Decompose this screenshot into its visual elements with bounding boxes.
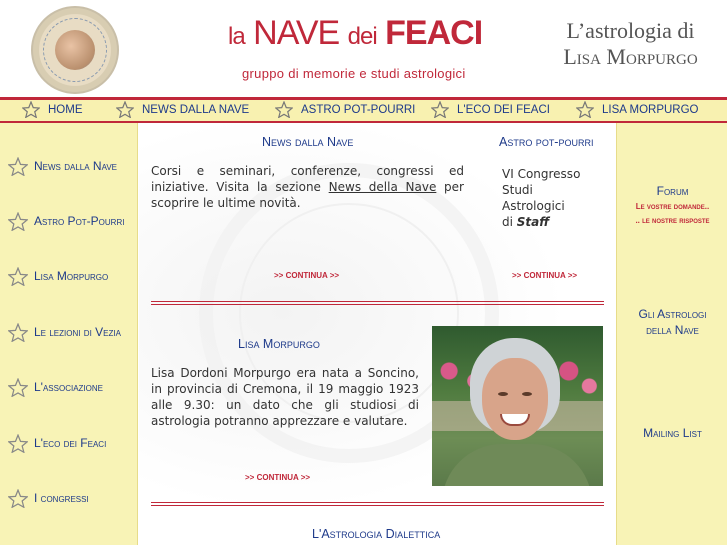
- star-outline-icon: [8, 434, 28, 453]
- star-outline-icon: [8, 157, 28, 176]
- photo-face: [482, 358, 548, 440]
- nav-item-news[interactable]: [116, 100, 249, 121]
- star-outline-icon: [8, 378, 28, 397]
- news-text-part1: Corsi e seminari, conferenze, congressi ed iniziative. Visita la sezione: [151, 164, 464, 194]
- news-text: [151, 163, 464, 211]
- main-content: [139, 123, 616, 545]
- star-outline-icon: [8, 267, 28, 286]
- news-section-title[interactable]: News dalla Nave: [262, 135, 354, 149]
- zodiac-wheel-logo: [31, 6, 119, 94]
- logo-nave: NAVE: [253, 14, 340, 52]
- nav-label: HOME: [48, 104, 83, 116]
- logo-la: la: [228, 23, 245, 50]
- star-outline-icon: [8, 323, 28, 342]
- sidebar-item-news[interactable]: [8, 154, 117, 178]
- section-divider: [151, 301, 604, 305]
- forum-link[interactable]: Forum: [656, 184, 689, 198]
- lisa-morpurgo-photo: [432, 326, 603, 486]
- nav-label: LISA MORPURGO: [602, 104, 699, 116]
- sidebar-item-label: News dalla Nave: [34, 159, 117, 173]
- astrologi-link-line2[interactable]: della Nave: [646, 323, 699, 337]
- nav-item-eco[interactable]: [431, 100, 550, 121]
- astro-line3: Astrologici: [502, 199, 565, 213]
- photo-eye: [522, 392, 532, 396]
- astro-text: [502, 166, 602, 230]
- astro-line2: Studi: [502, 183, 533, 197]
- dialettica-section-title[interactable]: L'Astrologia Dialettica: [312, 527, 441, 541]
- site-header: [0, 0, 727, 97]
- tagline-line1: L’astrologia di: [566, 18, 695, 43]
- nav-item-home[interactable]: [22, 100, 83, 121]
- sidebar-item-astro[interactable]: [8, 209, 124, 233]
- sidebar-item-label: Lisa Morpurgo: [34, 269, 109, 283]
- nav-item-lisa[interactable]: [576, 100, 699, 121]
- sidebar-item-lisa[interactable]: [8, 264, 108, 288]
- logo-title: [228, 14, 482, 53]
- sidebar-item-label: I congressi: [34, 491, 89, 505]
- news-continua-link[interactable]: >> CONTINUA >>: [274, 271, 340, 280]
- sidebar-item-label: L'associazione: [34, 380, 103, 394]
- star-outline-icon: [431, 101, 449, 118]
- section-divider: [151, 502, 604, 506]
- forum-sub2[interactable]: .. le nostre risposte: [635, 216, 710, 225]
- nav-label: L'ECO DEI FEACI: [457, 104, 550, 116]
- astrologi-link-line1[interactable]: Gli Astrologi: [638, 307, 707, 321]
- top-nav: [0, 97, 727, 123]
- news-text-part2: per scoprire le ultime novità.: [151, 180, 464, 210]
- photo-shirt: [442, 444, 592, 486]
- sidebar-item-associazione[interactable]: [8, 375, 103, 399]
- nav-label: ASTRO POT-POURRI: [301, 104, 416, 116]
- sidebar-item-label: Le lezioni di Vezia: [34, 325, 121, 339]
- star-outline-icon: [8, 489, 28, 508]
- star-outline-icon: [275, 101, 293, 118]
- logo-subtitle: gruppo di memorie e studi astrologici: [242, 66, 466, 81]
- astro-continua-link[interactable]: >> CONTINUA >>: [512, 271, 578, 280]
- sidebar-item-eco[interactable]: [8, 431, 106, 455]
- astro-staff: Staff: [516, 215, 550, 229]
- sidebar-item-label: Astro Pot-Pourri: [34, 214, 125, 228]
- nav-label: NEWS DALLA NAVE: [142, 104, 250, 116]
- header-tagline: [548, 18, 713, 70]
- star-outline-icon: [116, 101, 134, 118]
- lisa-section-title[interactable]: Lisa Morpurgo: [238, 337, 320, 351]
- logo-dei: dei: [347, 23, 377, 50]
- news-section-link[interactable]: News della Nave: [328, 180, 437, 194]
- site-logo[interactable]: [228, 14, 508, 84]
- sidebar-item-congressi[interactable]: [8, 486, 89, 510]
- left-sidebar: [0, 123, 138, 545]
- astro-di: di: [502, 215, 517, 229]
- zodiac-figure: [55, 30, 95, 70]
- lisa-continua-link[interactable]: >> CONTINUA >>: [245, 473, 311, 482]
- lisa-text: Lisa Dordoni Morpurgo era nata a Soncino, in provincia di Cremona, il 19 maggio 1923 alle 9.30: un dato che gli studiosi di astrologia potranno apprezzare e valutare.: [151, 366, 419, 428]
- logo-feaci: FEACI: [385, 14, 483, 52]
- sidebar-item-label: L'eco dei Feaci: [34, 436, 107, 450]
- nav-item-astro[interactable]: [275, 100, 415, 121]
- photo-eye: [498, 392, 508, 396]
- astro-line4: [502, 214, 602, 230]
- astro-section-title[interactable]: Astro pot-pourri: [499, 135, 594, 149]
- right-sidebar: [616, 123, 727, 545]
- star-outline-icon: [22, 101, 40, 118]
- forum-sub1[interactable]: Le vostre domande..: [635, 202, 710, 211]
- sidebar-item-lezioni[interactable]: [8, 320, 121, 344]
- astro-line1: VI Congresso: [502, 167, 581, 181]
- mailing-list-link[interactable]: Mailing List: [643, 426, 702, 440]
- tagline-line2: Lisa Morpurgo: [563, 44, 698, 69]
- star-outline-icon: [576, 101, 594, 118]
- star-outline-icon: [8, 212, 28, 231]
